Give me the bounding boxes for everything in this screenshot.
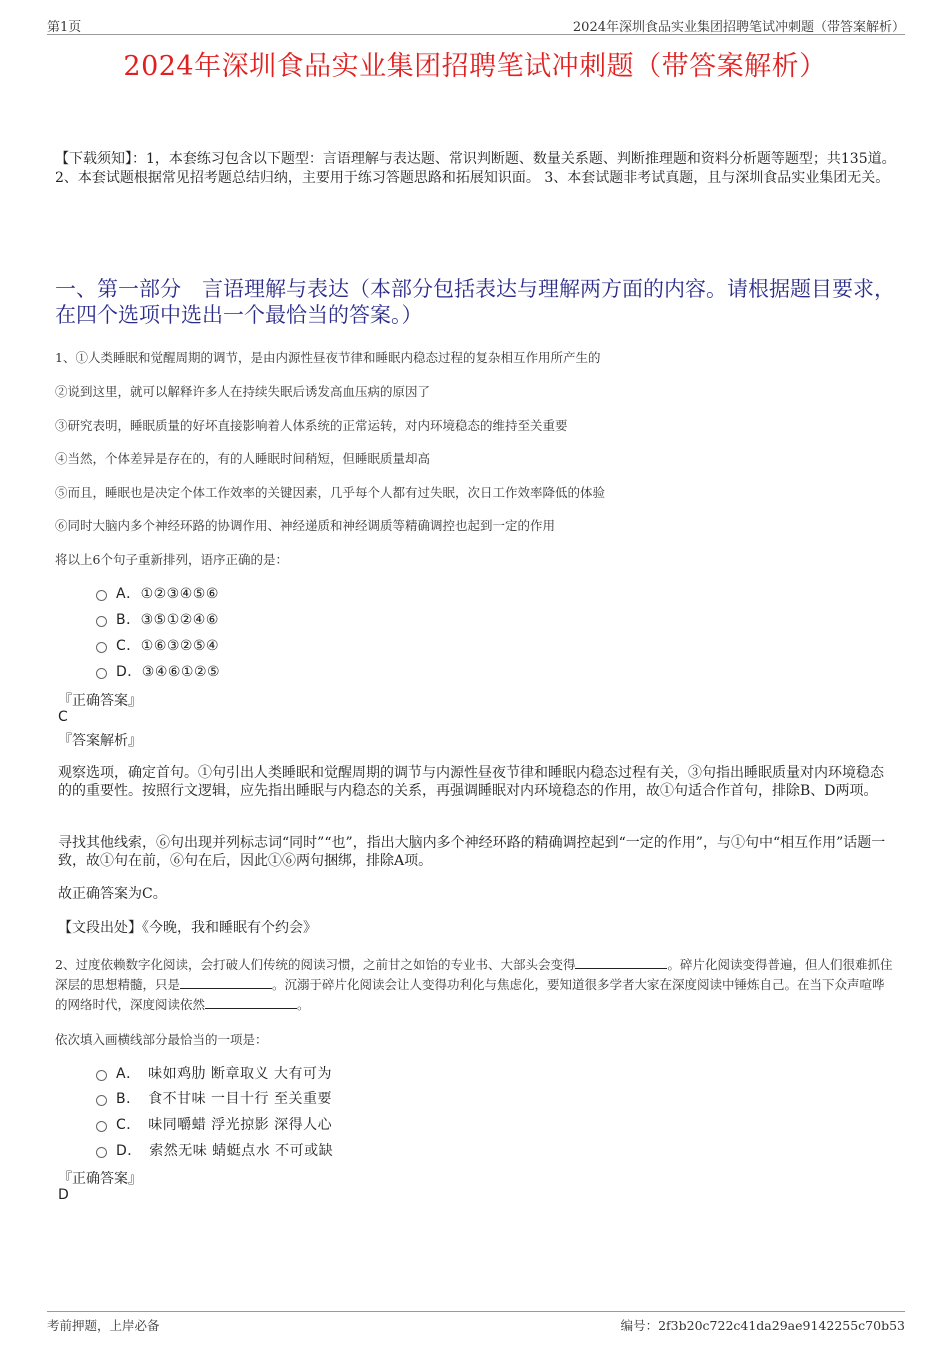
question-2-prompt: 依次填入画横线部分最恰当的一项是： [55, 1032, 268, 1047]
question-1-line-4: ④当然，个体差异是存在的，有的人睡眠时间稍短，但睡眠质量却高 [55, 451, 431, 466]
q1-answer-label: 『正确答案』 [58, 693, 142, 709]
q1-analysis-para-1: 观察选项，确定首句。①句引出人类睡眠和觉醒周期的调节与内源性昼夜节律和睡眠内稳态过程有关，③句指出睡眠质量对内环境稳态的的重要性。按照行文逻辑，应先指出睡眠与内稳态的关系，再强调睡眠对内环境稳态的作用，故①句适合作首句，排除B、D两项。 [58, 765, 884, 799]
header-doc-title: 2024年深圳食品实业集团招聘笔试冲刺题（带答案解析） [572, 20, 905, 35]
fill-blank-3 [205, 996, 297, 1009]
q1-analysis-para-3: 故正确答案为C。 [58, 886, 167, 902]
radio-icon[interactable] [96, 1095, 107, 1106]
q2-answer: D [58, 1187, 69, 1203]
q1-option-a[interactable]: A．①②③④⑤⑥ [96, 583, 219, 603]
q2-option-a[interactable]: A． 味如鸡肋 断章取义 大有可为 [96, 1063, 332, 1083]
radio-icon[interactable] [96, 642, 107, 653]
q1-source: 【文段出处】《今晚，我和睡眠有个约会》 [58, 920, 317, 936]
q2-option-c[interactable]: C． 味同嚼蜡 浮光掠影 深得人心 [96, 1114, 332, 1134]
footer-slogan: 考前押题，上岸必备 [47, 1318, 160, 1333]
page-header [47, 14, 905, 35]
radio-icon[interactable] [96, 668, 107, 679]
radio-icon[interactable] [96, 1121, 107, 1132]
radio-icon[interactable] [96, 1147, 107, 1158]
question-1-line-3: ③研究表明，睡眠质量的好坏直接影响着人体系统的正常运转，对内环境稳态的维持至关重要 [55, 418, 568, 433]
q2-option-b[interactable]: B． 食不甘味 一目十行 至关重要 [96, 1088, 332, 1108]
q1-option-c[interactable]: C．①⑥③②⑤④ [96, 635, 219, 655]
q1-option-b[interactable]: B．③⑤①②④⑥ [96, 609, 219, 629]
radio-icon[interactable] [96, 590, 107, 601]
section-title: 一、第一部分 言语理解与表达（本部分包括表达与理解两方面的内容。请根据题目要求，在四个选项中选出一个最恰当的答案。） [55, 277, 895, 327]
q2-option-d[interactable]: D． 索然无味 蜻蜓点水 不可或缺 [96, 1140, 333, 1160]
question-1-line-1: 1、①人类睡眠和觉醒周期的调节，是由内源性昼夜节律和睡眠内稳态过程的复杂相互作用所产生的 [55, 350, 601, 365]
question-2-stem: 2、过度依赖数字化阅读，会打破人们传统的阅读习惯，之前甘之如饴的专业书、大部头会变得 。碎片化阅读变得普遍，但人们很难抓住深层的思想精髓，只是 。沉溺于碎片化阅读会让人变得功利化与焦虑化，要知道很多学者大家在深度阅读中锤炼自己。在当下众声喧哗的网络时代，深度阅读依然 。 [55, 957, 893, 1012]
fill-blank-2 [180, 976, 272, 989]
page-number: 第1页 [47, 20, 82, 35]
q1-analysis-label: 『答案解析』 [58, 733, 142, 749]
radio-icon[interactable] [96, 616, 107, 627]
radio-icon[interactable] [96, 1070, 107, 1081]
q1-answer: C [58, 709, 68, 725]
question-1-line-5: ⑤而且，睡眠也是决定个体工作效率的关键因素，几乎每个人都有过失眠，次日工作效率降低的体验 [55, 485, 606, 500]
question-1-prompt: 将以上6个句子重新排列，语序正确的是： [55, 552, 288, 567]
question-1-line-6: ⑥同时大脑内多个神经环路的协调作用、神经递质和神经调质等精确调控也起到一定的作用 [55, 518, 556, 533]
download-notice: 【下载须知】：1，本套练习包含以下题型：言语理解与表达题、常识判断题、数量关系题、判断推理题和资料分析题等题型；共135道。 2、本套试题根据常见招考题总结归纳，主要用于练习答题思路和拓展知识面。 3、本套试题非考试真题，且与深圳食品实业集团无关。 [55, 151, 896, 186]
page-footer [47, 1311, 905, 1336]
footer-serial: 编号：2f3b20c722c41da29ae9142255c70b53 [620, 1318, 905, 1333]
question-1-line-2: ②说到这里，就可以解释许多人在持续失眠后诱发高血压病的原因了 [55, 384, 431, 399]
q2-answer-label: 『正确答案』 [58, 1171, 142, 1187]
q1-analysis-para-2: 寻找其他线索，⑥句出现并列标志词“同时”“也”，指出大脑内多个神经环路的精确调控起到“一定的作用”，与①句中“相互作用”话题一致，故①句在前，⑥句在后，因此①⑥两句捆绑，排除A项。 [58, 835, 886, 869]
q1-option-d[interactable]: D．③④⑥①②⑤ [96, 661, 220, 681]
fill-blank-1 [575, 956, 667, 969]
document-title: 2024年深圳食品实业集团招聘笔试冲刺题（带答案解析） [123, 51, 827, 82]
